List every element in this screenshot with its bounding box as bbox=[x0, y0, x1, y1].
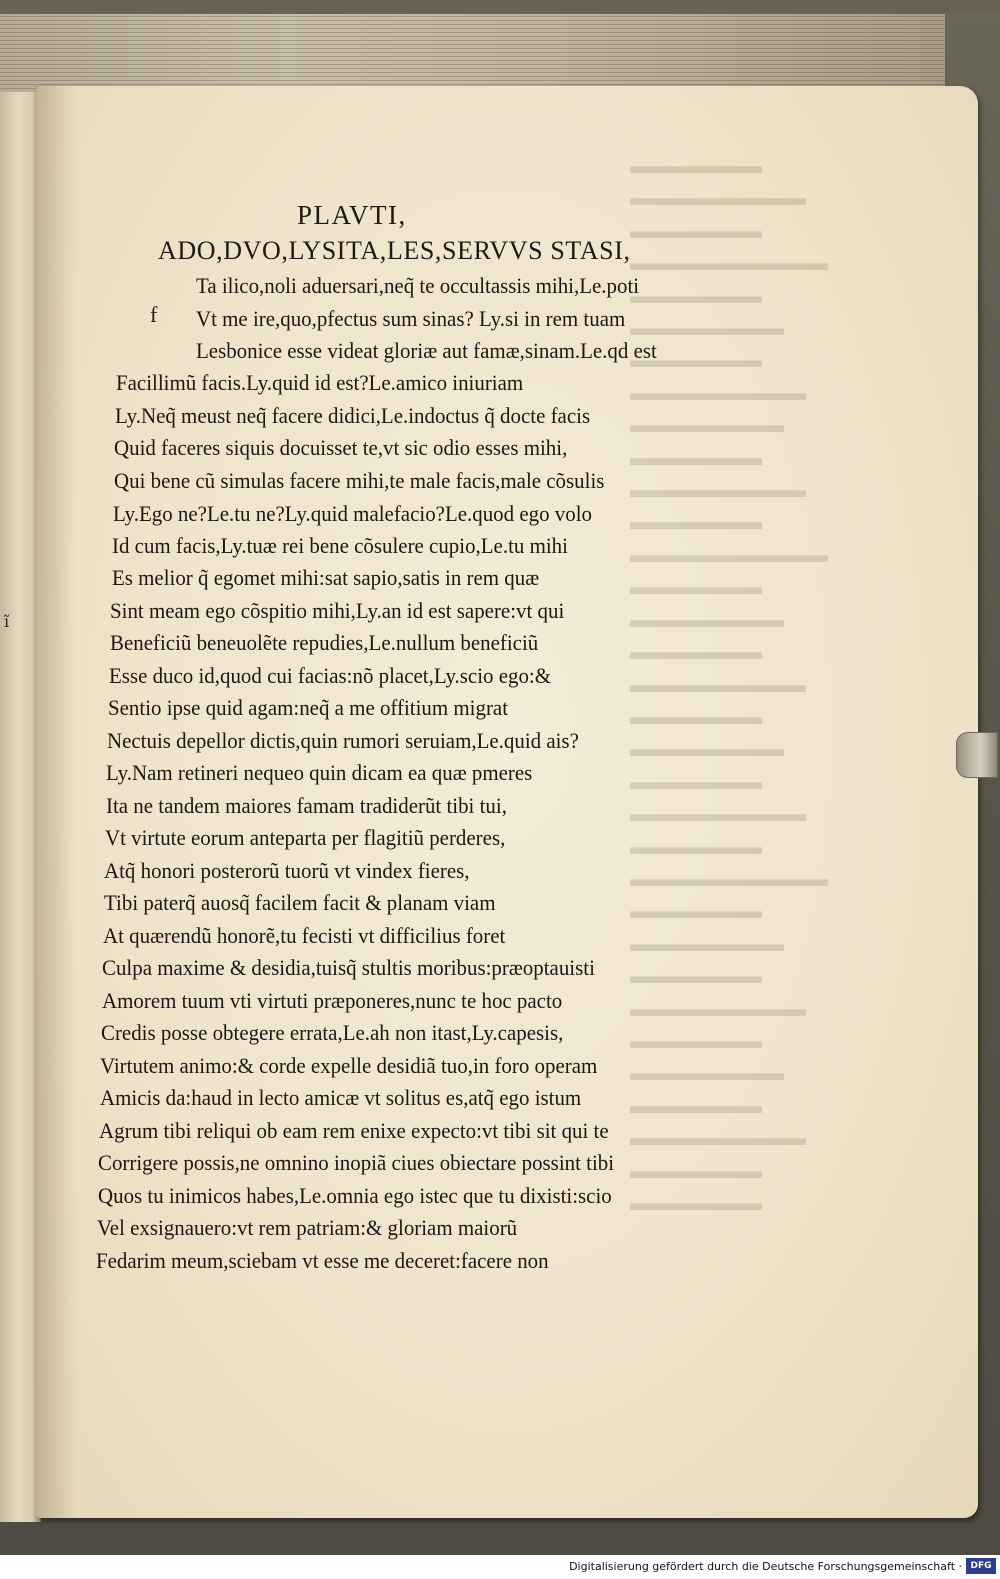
text-line: Ly.Neq̃ meust neq̃ facere didici,Le.indoctus q̃ docte facis bbox=[115, 403, 591, 428]
dfg-logo: DFG bbox=[966, 1558, 996, 1574]
facing-page-sliver bbox=[0, 92, 41, 1522]
bleed-through-shadow: ▬▬▬▬▬▬ ▬▬▬▬▬▬▬▬ ▬▬▬▬▬▬ ▬▬▬▬▬▬▬▬▬ ▬▬▬▬▬▬ ▬▬▬▬▬▬▬ ▬▬▬▬▬▬ ▬▬▬▬▬▬▬▬ ▬▬▬▬▬▬▬ ▬▬▬▬▬▬ ▬▬▬▬▬▬▬▬ ▬▬▬▬▬▬ ▬▬▬▬▬▬▬▬▬ ▬▬▬▬▬▬ ▬▬▬▬▬▬▬ ▬▬▬▬▬▬ ▬▬▬▬▬▬▬▬ ▬▬▬▬▬▬ ▬▬▬▬▬▬▬ ▬▬▬▬▬▬ ▬▬▬▬▬▬▬▬ ▬▬▬▬▬▬ ▬▬▬▬▬▬▬▬▬ ▬▬▬▬▬▬ ▬▬▬▬▬▬▬ ▬▬▬▬▬▬ ▬▬▬▬▬▬▬▬ ▬▬▬▬▬▬ ▬▬▬▬▬▬▬ ▬▬▬▬▬▬ ▬▬▬▬▬▬▬▬ ▬▬▬▬▬▬ ▬▬▬▬▬▬ bbox=[630, 153, 828, 1215]
text-line: At quærendũ honorẽ,tu fecisti vt difficilius foret bbox=[103, 923, 506, 948]
page-title: PLAVTI, bbox=[297, 200, 407, 230]
text-line: Id cum facis,Ly.tuæ rei bene cõsulere cupio,Le.tu mihi bbox=[112, 533, 568, 558]
text-line: Quid faceres siquis docuisset te,vt sic odio esses mihi, bbox=[114, 435, 568, 460]
text-line: Amorem tuum vti virtuti præponeres,nunc te hoc pacto bbox=[102, 988, 563, 1013]
left-page-mark: ĩ bbox=[4, 612, 10, 631]
text-line: Qui bene cũ simulas facere mihi,te male facis,male cõsulis bbox=[114, 468, 605, 493]
footer-bar bbox=[0, 1555, 1000, 1579]
text-line: Nectuis depellor dictis,quin rumori seruiam,Le.quid ais? bbox=[107, 728, 579, 753]
text-line: Amicis da:haud in lecto amicæ vt solitus es,atq̃ ego istum bbox=[100, 1085, 582, 1110]
text-line: Ta ilico,noli aduersari,neq̃ te occultassis mihi,Le.poti bbox=[196, 273, 640, 298]
page-subtitle: ADO,DVO,LYSITA,LES,SERVVS STASI, bbox=[158, 236, 631, 265]
text-line: Atq̃ honori posterorũ tuorũ vt vindex fieres, bbox=[104, 858, 470, 883]
text-line: Virtutem animo:& corde expelle desidiã tuo,in foro operam bbox=[100, 1053, 598, 1078]
text-line: Quos tu inimicos habes,Le.omnia ego istec que tu dixisti:scio bbox=[98, 1183, 612, 1208]
text-line: Agrum tibi reliqui ob eam rem enixe expecto:vt tibi sit qui te bbox=[99, 1118, 609, 1143]
text-line: Ita ne tandem maiores famam tradiderũt tibi tui, bbox=[106, 793, 507, 818]
text-line: Sentio ipse quid agam:neq̃ a me offitium migrat bbox=[108, 695, 509, 720]
funding-credit: Digitalisierung gefördert durch die Deutsche Forschungsgemeinschaft · bbox=[569, 1560, 962, 1573]
text-line: Facillimũ facis.Ly.quid id est?Le.amico iniuriam bbox=[116, 370, 524, 395]
text-line: Vt me ire,quo,pfectus sum sinas? Ly.si in rem tuam bbox=[196, 306, 626, 331]
text-line: Beneficiũ beneuolẽte repudies,Le.nullum beneficiũ bbox=[110, 630, 539, 655]
text-line: Es melior q̃ egomet mihi:sat sapio,satis in rem quæ bbox=[112, 565, 540, 590]
page-clip bbox=[956, 732, 998, 778]
text-line: Esse duco id,quod cui facias:nõ placet,Ly.scio ego:& bbox=[109, 663, 552, 688]
text-line: Culpa maxime & desidia,tuisq̃ stultis moribus:præoptauisti bbox=[102, 955, 595, 980]
top-edge-shadow bbox=[0, 0, 1000, 14]
margin-mark: f bbox=[150, 302, 158, 327]
text-line: Sint meam ego cõspitio mihi,Ly.an id est sapere:vt qui bbox=[110, 598, 565, 623]
text-line: Corrigere possis,ne omnino inopiã ciues obiectare possint tibi bbox=[98, 1150, 615, 1175]
text-line: Ly.Nam retineri nequeo quin dicam ea quæ pmeres bbox=[106, 760, 533, 785]
text-line: Credis posse obtegere errata,Le.ah non itast,Ly.capesis, bbox=[101, 1020, 564, 1045]
text-line: Tibi paterq̃ auosq̃ facilem facit & planam viam bbox=[104, 890, 496, 915]
text-line: Fedarim meum,sciebam vt esse me deceret:facere non bbox=[96, 1248, 549, 1273]
text-line: Vel exsignauero:vt rem patriam:& gloriam maiorũ bbox=[97, 1215, 518, 1240]
text-line: Lesbonice esse videat gloriæ aut famæ,sinam.Le.qd est bbox=[196, 338, 657, 363]
text-line: Vt virtute eorum anteparta per flagitiũ perderes, bbox=[105, 825, 506, 850]
text-line: Ly.Ego ne?Le.tu ne?Ly.quid malefacio?Le.quod ego volo bbox=[113, 501, 592, 526]
